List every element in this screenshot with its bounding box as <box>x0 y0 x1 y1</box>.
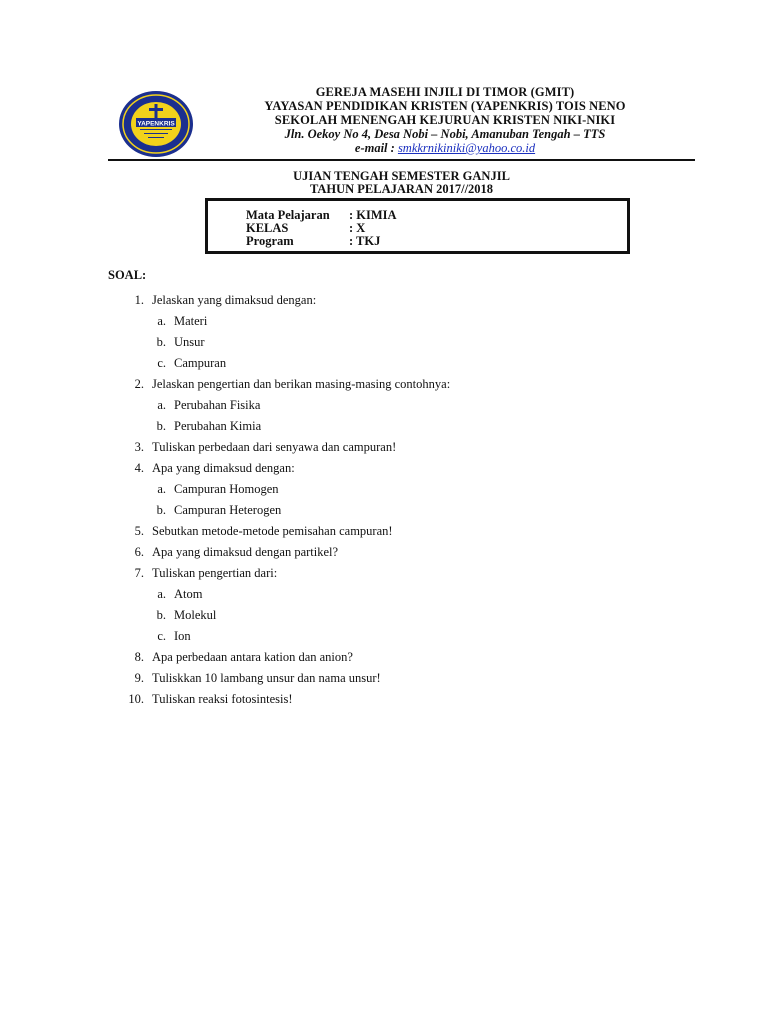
sub-text: Molekul <box>174 608 217 622</box>
school-logo <box>118 90 194 158</box>
question-5 <box>134 524 393 539</box>
sub-text: Unsur <box>174 335 205 349</box>
question-number: 4. <box>134 461 144 475</box>
question-text: Jelaskan pengertian dan berikan masing-masing contohnya: <box>152 377 451 391</box>
exam-title: UJIAN TENGAH SEMESTER GANJIL <box>293 169 510 183</box>
question-text: Apa yang dimaksud dengan partikel? <box>152 545 339 559</box>
academic-year: TAHUN PELAJARAN 2017//2018 <box>309 182 494 196</box>
letterhead <box>200 85 690 155</box>
sub-letter: b. <box>156 419 166 433</box>
sub-letter: b. <box>156 608 166 622</box>
question-1c <box>157 356 227 371</box>
sub-text: Ion <box>174 629 191 643</box>
school-address: Jln. Oekoy No 4, Desa Nobi – Nobi, Amanuban Tengah – TTS <box>284 127 606 141</box>
foundation-name: YAYASAN PENDIDIKAN KRISTEN (YAPENKRIS) TOIS NENO <box>264 99 626 113</box>
question-1 <box>134 293 317 308</box>
question-text: Tuliskan pengertian dari: <box>152 566 278 580</box>
question-number: 3. <box>134 440 144 454</box>
question-7b <box>156 608 217 623</box>
question-6 <box>134 545 339 560</box>
question-2 <box>134 377 451 392</box>
question-number: 9. <box>134 671 144 685</box>
question-1a <box>157 314 208 329</box>
question-4 <box>134 461 295 476</box>
question-text: Tuliskkan 10 lambang unsur dan nama unsur! <box>152 671 381 685</box>
sub-text: Perubahan Kimia <box>174 419 262 433</box>
sub-letter: c. <box>157 629 166 643</box>
question-text: Tuliskan perbedaan dari senyawa dan campuran! <box>152 440 397 454</box>
sub-text: Campuran Homogen <box>174 482 279 496</box>
email-label: e-mail : <box>354 141 395 155</box>
subject-value: : KIMIA <box>349 208 397 222</box>
sub-text: Campuran Heterogen <box>174 503 282 517</box>
class-label: KELAS <box>246 221 289 235</box>
question-2a <box>157 398 261 413</box>
question-number: 1. <box>134 293 144 307</box>
email-link[interactable]: smkkrnikiniki@yahoo.co.id <box>397 141 536 155</box>
question-text: Apa yang dimaksud dengan: <box>152 461 295 475</box>
question-7 <box>134 566 278 581</box>
logo-text: YAPENKRIS <box>137 120 175 128</box>
sub-text: Materi <box>174 314 208 328</box>
question-number: 10. <box>128 692 144 706</box>
subject-info-box <box>205 198 630 254</box>
question-10 <box>128 692 293 707</box>
question-number: 8. <box>134 650 144 664</box>
sub-letter: a. <box>157 482 166 496</box>
subject-label: Mata Pelajaran <box>246 208 330 222</box>
sub-letter: b. <box>156 335 166 349</box>
program-label: Program <box>246 234 294 248</box>
school-name: SEKOLAH MENENGAH KEJURUAN KRISTEN NIKI-NIKI <box>274 113 616 127</box>
sub-letter: a. <box>157 398 166 412</box>
question-number: 5. <box>134 524 144 538</box>
sub-letter: a. <box>157 587 166 601</box>
question-1b <box>156 335 205 350</box>
sub-text: Campuran <box>174 356 227 370</box>
question-4a <box>157 482 279 497</box>
question-number: 2. <box>134 377 144 391</box>
question-text: Tuliskan reaksi fotosintesis! <box>152 692 293 706</box>
sub-letter: b. <box>156 503 166 517</box>
church-name: GEREJA MASEHI INJILI DI TIMOR (GMIT) <box>315 85 575 99</box>
program-value: : TKJ <box>349 234 381 248</box>
question-text: Sebutkan metode-metode pemisahan campuran! <box>152 524 393 538</box>
sub-text: Perubahan Fisika <box>174 398 261 412</box>
sub-letter: a. <box>157 314 166 328</box>
question-9 <box>134 671 381 686</box>
question-number: 7. <box>134 566 144 580</box>
question-4b <box>156 503 282 518</box>
question-number: 6. <box>134 545 144 559</box>
program-row <box>246 235 380 248</box>
question-text: Apa perbedaan antara kation dan anion? <box>152 650 353 664</box>
header-divider <box>108 159 695 161</box>
question-7a <box>157 587 203 602</box>
sub-letter: c. <box>157 356 166 370</box>
sub-text: Atom <box>174 587 203 601</box>
question-text: Jelaskan yang dimaksud dengan: <box>152 293 317 307</box>
email-line <box>200 141 690 155</box>
questions-heading: SOAL: <box>108 268 147 282</box>
question-8 <box>134 650 353 665</box>
question-2b <box>156 419 262 434</box>
question-7c <box>157 629 191 644</box>
class-value: : X <box>349 221 366 235</box>
question-3 <box>134 440 397 455</box>
